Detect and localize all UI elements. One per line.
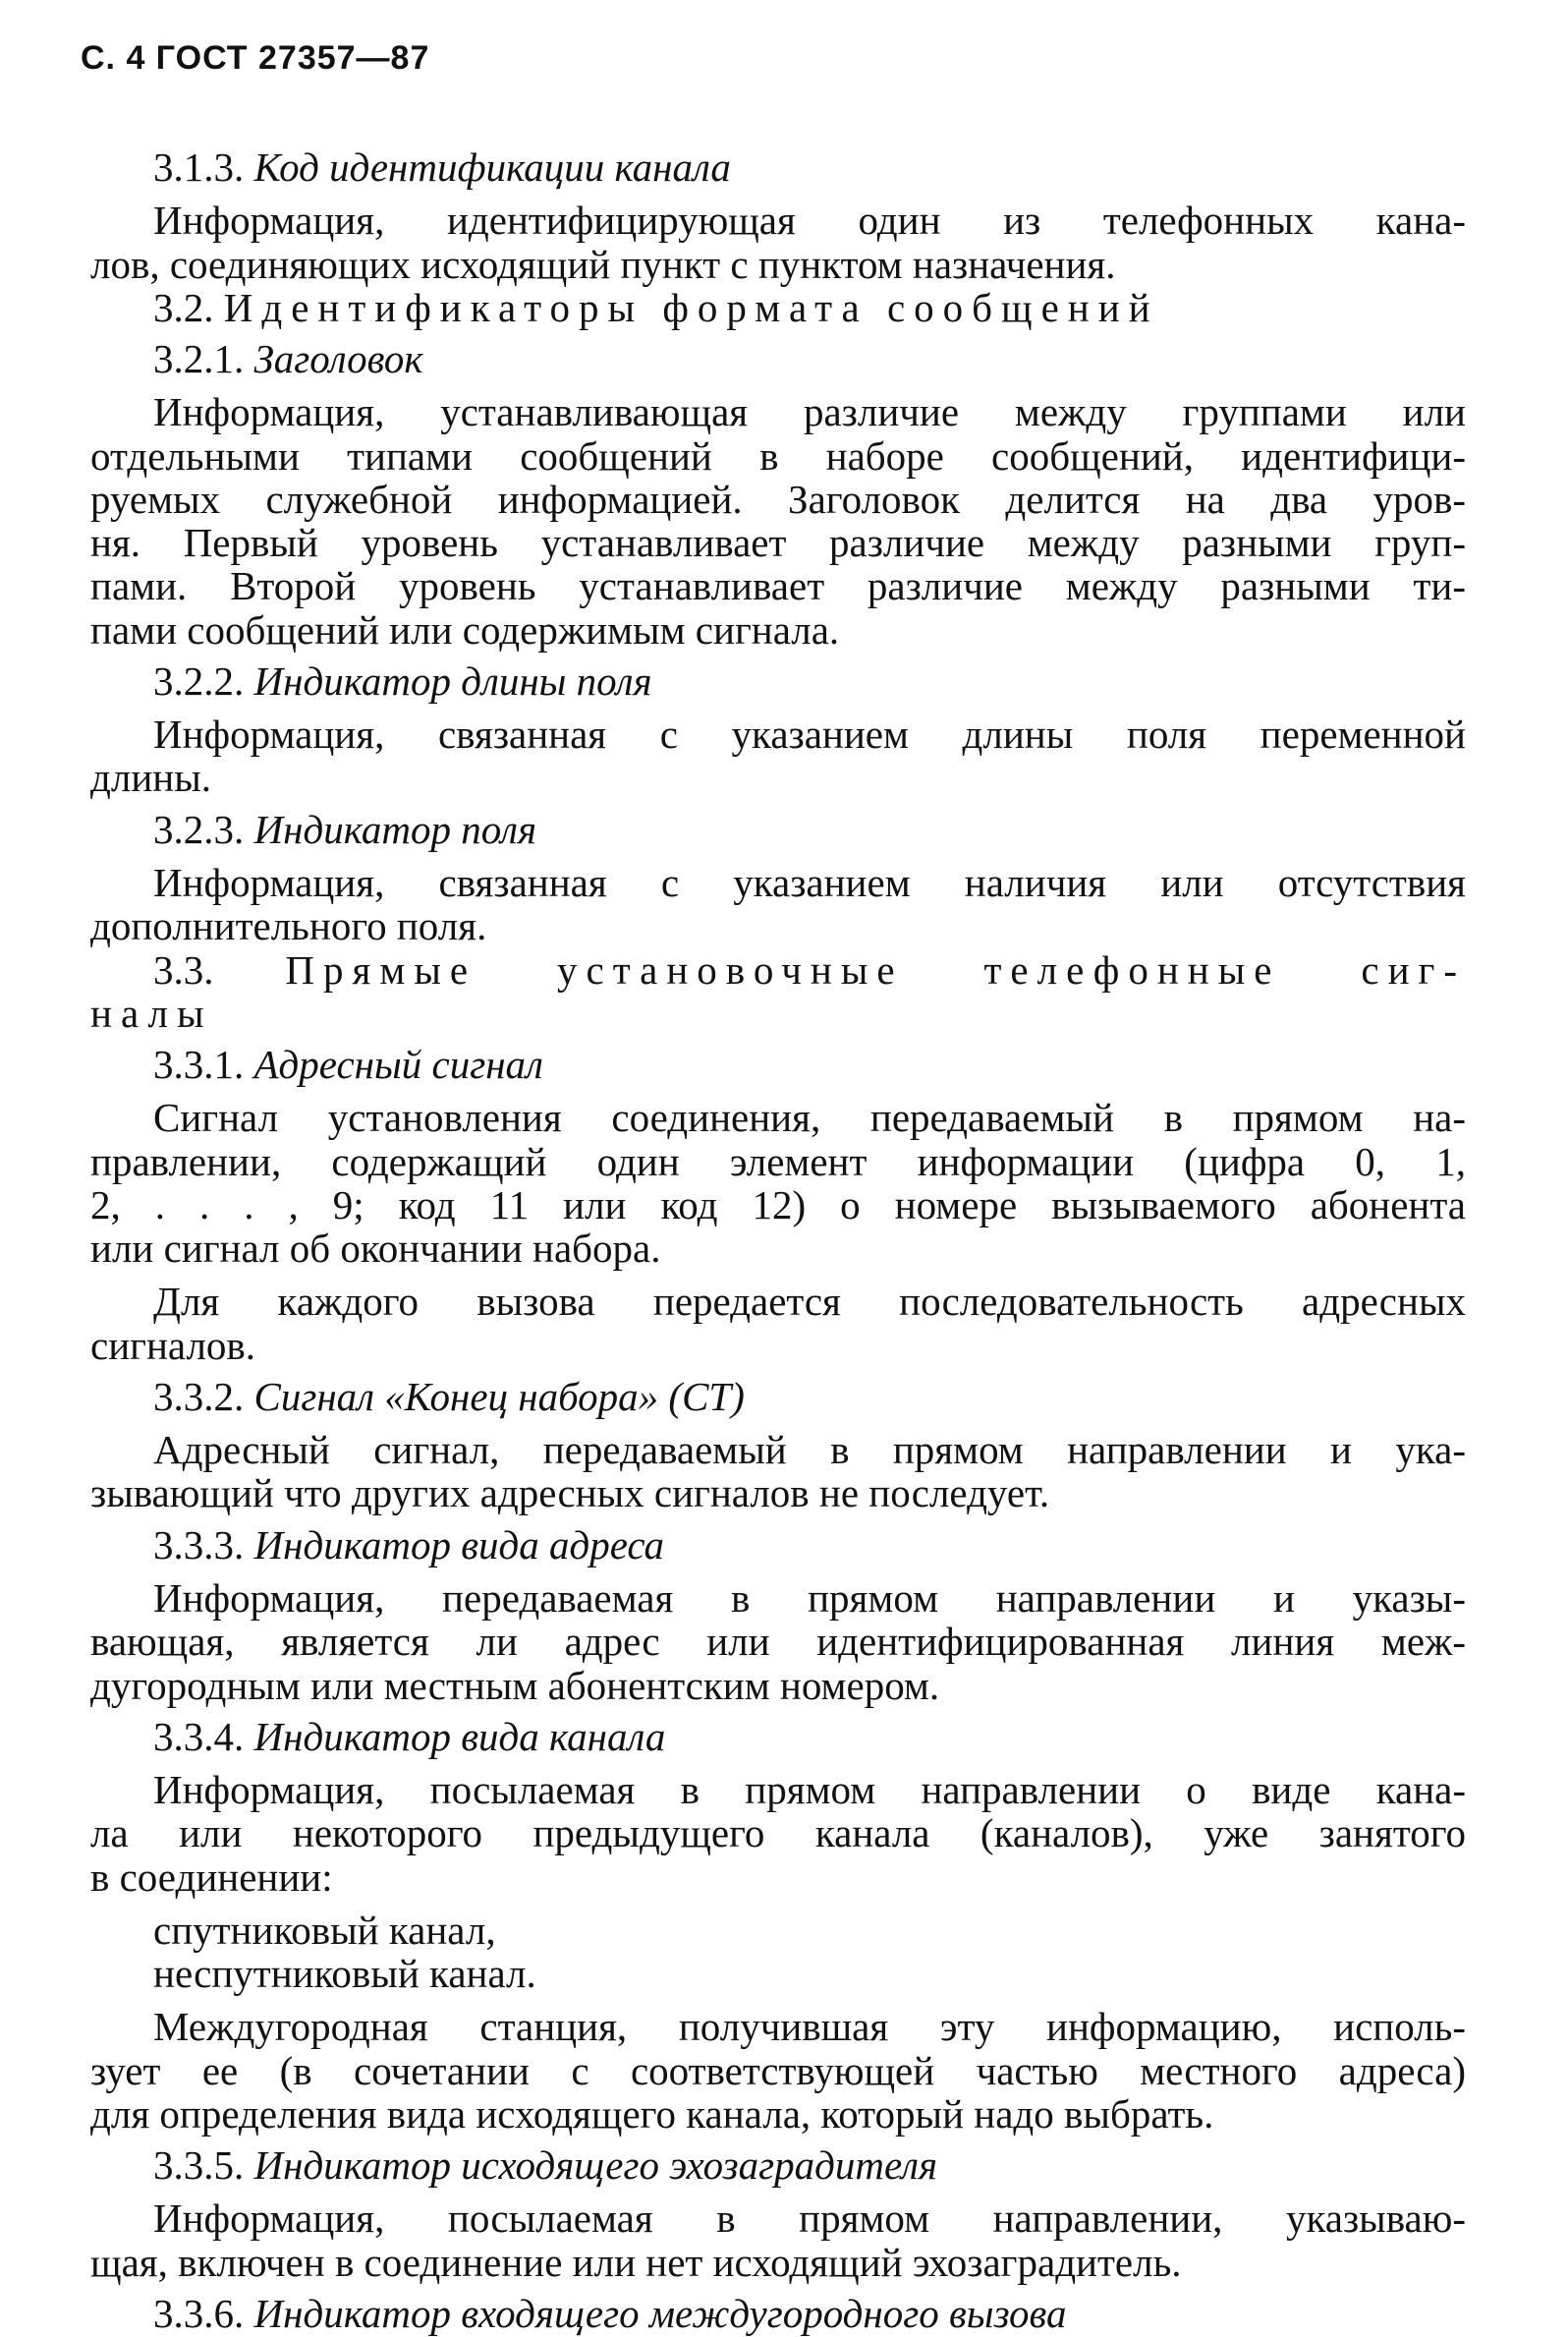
group-heading-continuation	[90, 992, 1466, 1035]
text-line: лов, соединяющих исходящий пункт с пунктом назначения.	[90, 241, 1116, 287]
section-title: Индикатор исходящего эхозаградителя	[253, 2142, 938, 2189]
list-item: неспутниковый канал.	[153, 1951, 536, 1997]
section-heading	[90, 2292, 1466, 2335]
section-number: 3.3.6.	[153, 2290, 245, 2336]
group-title-continuation: налы	[90, 990, 213, 1036]
text-line: 2, . . . , 9; код 11 или код 12) о номере вызываемого абонента	[90, 1181, 1466, 1227]
text-line: правлении, содержащий один элемент информации (цифра 0, 1,	[90, 1138, 1466, 1184]
section-title: Код идентификации канала	[253, 144, 731, 190]
group-heading	[90, 286, 1466, 329]
paragraph	[90, 199, 1466, 286]
text-line: вающая, является ли адрес или идентифицированная линия меж-	[90, 1619, 1466, 1665]
text-line: зует ее (в сочетании с соответствующей частью местного адреса)	[90, 2047, 1466, 2093]
text-line: дополнительного поля.	[90, 903, 487, 949]
section-number: 3.1.3.	[153, 144, 245, 190]
section-title: Индикатор вида адреса	[253, 1521, 665, 1568]
list	[90, 1909, 1466, 1996]
text-line: Информация, передаваемая в прямом направлении и указы-	[153, 1574, 1466, 1621]
section-title: Адресный сигнал	[253, 1042, 543, 1088]
text-line: руемых служебной информацией. Заголовок делится на два уров-	[90, 476, 1466, 522]
section-title: Сигнал «Конец набора» (СТ)	[253, 1373, 745, 1419]
paragraph	[90, 1280, 1466, 1367]
section-title: Индикатор вида канала	[253, 1713, 666, 1759]
group-number: 3.3.	[153, 946, 214, 993]
section-heading	[90, 659, 1466, 703]
text-line: ня. Первый уровень устанавливает различие между разными груп-	[90, 520, 1466, 566]
paragraph	[90, 861, 1466, 948]
group-title: Прямые установочные телефонные сиг-	[285, 946, 1466, 993]
section-heading	[90, 1523, 1466, 1567]
text-line: Информация, связанная с указанием наличия или отсутствия	[153, 859, 1466, 905]
paragraph	[90, 2005, 1466, 2136]
text-line: пами сообщений или содержимым сигнала.	[90, 606, 840, 653]
text-line: Адресный сигнал, передаваемый в прямом направлении и ука-	[153, 1427, 1466, 1473]
text-line: или сигнал об окончании набора.	[90, 1226, 661, 1272]
document-body	[90, 138, 1466, 2335]
text-line: Для каждого вызова передается последовательность адресных	[153, 1279, 1466, 1325]
group-number: 3.2.	[153, 284, 214, 330]
text-line: Информация, устанавливающая различие между группами или	[153, 389, 1466, 435]
list-item: спутниковый канал,	[153, 1907, 496, 1953]
section-number: 3.3.4.	[153, 1713, 245, 1759]
section-title: Индикатор поля	[253, 806, 537, 852]
group-heading	[90, 948, 1466, 992]
section-title: Заголовок	[253, 336, 423, 382]
section-heading	[90, 808, 1466, 851]
text-line: Информация, связанная с указанием длины поля переменной	[153, 712, 1466, 758]
section-heading	[90, 1043, 1466, 1086]
text-line: зывающий что других адресных сигналов не последует.	[90, 1470, 1050, 1516]
text-line: сигналов.	[90, 1322, 256, 1368]
section-heading	[90, 1715, 1466, 1758]
text-line: для определения вида исходящего канала, который надо выбрать.	[90, 2090, 1214, 2137]
section-number: 3.2.1.	[153, 336, 245, 382]
text-line: Сигнал установления соединения, передаваемый в прямом на-	[153, 1095, 1466, 1141]
section-number: 3.3.5.	[153, 2142, 245, 2189]
text-line: Междугородная станция, получившая эту информацию, исполь-	[153, 2004, 1466, 2050]
section-heading	[90, 337, 1466, 380]
section-heading	[90, 145, 1466, 189]
section-number: 3.2.2.	[153, 657, 245, 704]
section-title: Индикатор длины поля	[253, 657, 652, 704]
paragraph	[90, 1768, 1466, 1899]
section-heading	[90, 1375, 1466, 1418]
section-number: 3.3.2.	[153, 1373, 245, 1419]
group-title: Идентификаторы формата сообщений	[223, 284, 1159, 330]
paragraph	[90, 2196, 1466, 2284]
section-number: 3.3.1.	[153, 1042, 245, 1088]
section-number: 3.3.3.	[153, 1521, 245, 1568]
text-line: щая, включен в соединение или нет исходящий эхозаградитель.	[90, 2239, 1182, 2285]
paragraph	[90, 390, 1466, 652]
section-heading	[90, 2143, 1466, 2187]
paragraph	[90, 712, 1466, 800]
text-line: длины.	[90, 755, 211, 801]
paragraph	[90, 1576, 1466, 1707]
text-line: Информация, посылаемая в прямом направлении, указываю-	[153, 2195, 1466, 2242]
text-line: в соединении:	[90, 1853, 333, 1900]
paragraph	[90, 1428, 1466, 1515]
text-line: отдельными типами сообщений в наборе сообщений, идентифици-	[90, 432, 1466, 479]
text-line: пами. Второй уровень устанавливает различие между разными ти-	[90, 563, 1466, 609]
text-line: дугородным или местным абонентским номером.	[90, 1662, 940, 1708]
text-line: Информация, идентифицирующая один из телефонных кана-	[153, 198, 1466, 244]
page-header: С. 4 ГОСТ 27357—87	[81, 39, 430, 77]
section-number: 3.2.3.	[153, 806, 245, 852]
paragraph	[90, 1096, 1466, 1270]
text-line: Информация, посылаемая в прямом направлении о виде кана-	[153, 1767, 1466, 1813]
section-title: Индикатор входящего междугородного вызова	[253, 2290, 1067, 2336]
text-line: ла или некоторого предыдущего канала (каналов), уже занятого	[90, 1810, 1466, 1856]
